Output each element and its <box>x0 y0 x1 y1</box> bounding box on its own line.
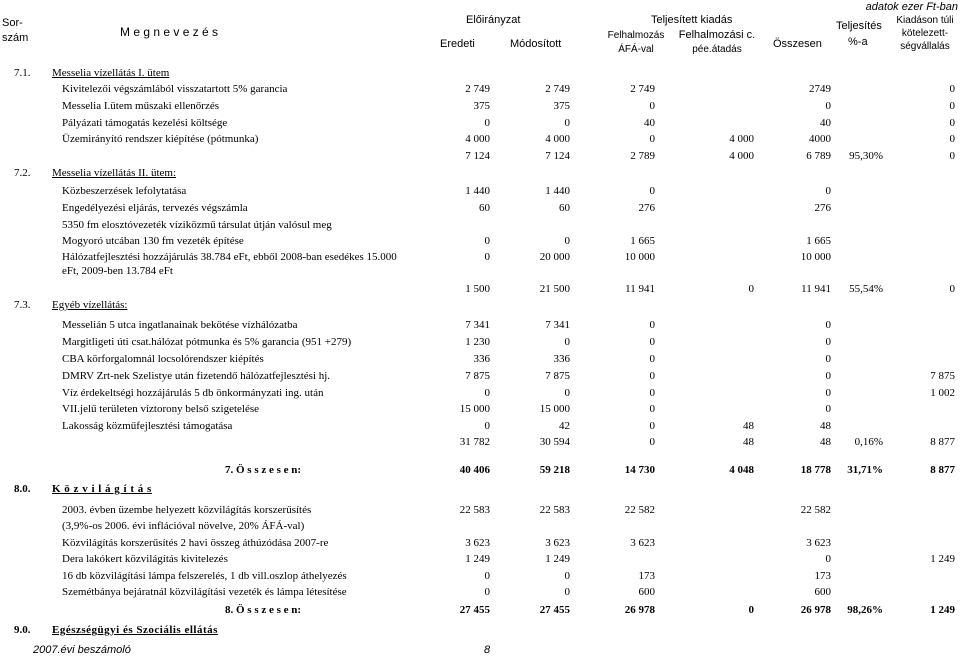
cell-col-5: 48 <box>820 420 831 432</box>
section-title: Messelia vízellátás I. ütem <box>52 67 170 79</box>
section-number: 7.1. <box>14 67 31 79</box>
cell-col-2: 15 000 <box>539 403 570 415</box>
cell-col-2: 20 000 <box>539 251 570 263</box>
cell-col-5: 11 941 <box>801 283 831 295</box>
cell-col-2: 7 875 <box>545 370 570 382</box>
row-label: Pályázati támogatás kezelési költsége <box>62 117 228 129</box>
cell-col-1: 1 500 <box>465 283 490 295</box>
cell-col-3: 0 <box>649 100 655 112</box>
cell-col-5: 0 <box>825 370 831 382</box>
header-eloiranyzat: Előirányzat <box>466 14 521 26</box>
cell-col-5: 600 <box>814 586 831 598</box>
cell-col-1: 0 <box>484 586 490 598</box>
section-title: Messelia vízellátás II. ütem: <box>52 167 177 179</box>
header-sorszam-2: szám <box>2 32 29 44</box>
row-label: VII.jelű területen víztorony belső szigetelése <box>62 403 260 415</box>
total-label: 7. Ö s s z e s e n: <box>225 464 302 476</box>
cell-col-5: 276 <box>814 202 831 214</box>
cell-col-1: 0 <box>484 570 490 582</box>
cell-col-3: 600 <box>638 586 655 598</box>
cell-col-3: 2 789 <box>630 150 655 162</box>
header-eredeti: Eredeti <box>440 38 475 50</box>
cell-col-1: 7 875 <box>465 370 490 382</box>
cell-col-5: 1 665 <box>806 235 831 247</box>
section-title: K ö z v i l á g í t á s <box>52 483 152 495</box>
row-label: 2003. évben üzembe helyezett közvilágítás korszerűsítés <box>62 504 312 516</box>
total-label: 8. Ö s s z e s e n: <box>225 604 302 616</box>
header-teljesitett-kiadas: Teljesített kiadás <box>651 14 733 26</box>
cell-col-2: 3 623 <box>545 537 570 549</box>
row-label: Kivitelezői végszámlából visszatartott 5% garancia <box>62 83 288 95</box>
cell-col-1: 375 <box>473 100 490 112</box>
cell-col-2: 27 455 <box>539 604 570 616</box>
cell-col-3: 14 730 <box>624 464 655 476</box>
cell-col-1: 22 583 <box>459 504 490 516</box>
cell-col-1: 336 <box>473 353 490 365</box>
cell-col-1: 40 406 <box>459 464 490 476</box>
cell-col-7: 1 002 <box>930 387 955 399</box>
cell-col-5: 22 582 <box>800 504 831 516</box>
cell-col-2: 22 583 <box>539 504 570 516</box>
cell-col-4: 4 000 <box>729 133 754 145</box>
cell-col-7: 0 <box>949 133 955 145</box>
header-modositott: Módosított <box>510 38 562 50</box>
cell-col-2: 42 <box>559 420 570 432</box>
header-kiadason-tuli-2: kötelezett- <box>901 28 949 39</box>
cell-col-4: 4 000 <box>729 150 754 162</box>
cell-col-1: 1 230 <box>465 336 490 348</box>
cell-col-4: 0 <box>748 283 754 295</box>
cell-col-5: 0 <box>825 185 831 197</box>
section-title: Egyéb vízellátás: <box>52 299 128 311</box>
section-number: 8.0. <box>14 483 31 495</box>
cell-col-3: 0 <box>649 319 655 331</box>
cell-col-7: 1 249 <box>930 604 955 616</box>
footer-report-title: 2007.évi beszámoló <box>33 644 131 656</box>
row-label: Engedélyezési eljárás, tervezés végszámla <box>62 202 248 214</box>
cell-col-2: 1 249 <box>545 553 570 565</box>
cell-col-1: 0 <box>484 117 490 129</box>
cell-col-1: 1 249 <box>465 553 490 565</box>
cell-col-3: 0 <box>649 420 655 432</box>
cell-col-2: 375 <box>553 100 570 112</box>
header-teljesites-2: %-a <box>848 36 868 48</box>
header-felhalmozasi-c-2: pée.átadás <box>692 44 742 55</box>
cell-col-3: 26 978 <box>624 604 655 616</box>
cell-col-7: 1 249 <box>930 553 955 565</box>
header-sorszam-1: Sor- <box>2 17 23 29</box>
cell-col-6: 55,54% <box>849 283 883 295</box>
row-label: Közbeszerzések lefolytatása <box>62 185 187 197</box>
cell-col-2: 0 <box>564 336 570 348</box>
cell-col-1: 2 749 <box>465 83 490 95</box>
cell-col-4: 0 <box>748 604 754 616</box>
footer-page-number: 8 <box>484 644 491 656</box>
section-number: 7.2. <box>14 167 31 179</box>
cell-col-6: 0,16% <box>854 436 883 448</box>
cell-col-2: 7 124 <box>545 150 570 162</box>
cell-col-7: 0 <box>949 83 955 95</box>
cell-col-5: 0 <box>825 403 831 415</box>
cell-col-5: 2749 <box>809 83 831 95</box>
cell-col-5: 48 <box>820 436 831 448</box>
cell-col-2: 336 <box>553 353 570 365</box>
cell-col-1: 0 <box>484 420 490 432</box>
cell-col-1: 0 <box>484 251 490 263</box>
header-felhalmozasi-c-1: Felhalmozási c. <box>678 29 756 41</box>
cell-col-2: 2 749 <box>545 83 570 95</box>
cell-col-3: 1 665 <box>630 235 655 247</box>
cell-col-5: 0 <box>825 100 831 112</box>
row-label: 5350 fm elosztóvezeték víziközmű társulat útján valósul meg <box>62 219 332 231</box>
cell-col-3: 0 <box>649 436 655 448</box>
cell-col-2: 0 <box>564 117 570 129</box>
row-label: Közvilágítás korszerűsítés 2 havi összeg áthúzódása 2007-re <box>62 537 329 549</box>
cell-col-1: 3 623 <box>465 537 490 549</box>
row-label: 16 db közvilágítási lámpa felszerelés, 1 db vill.oszlop áthelyezés <box>62 570 347 582</box>
row-label: eFt, 2009-ben 13.784 eFt <box>62 265 173 277</box>
cell-col-5: 0 <box>825 336 831 348</box>
row-label: Dera lakókert közvilágítás kivitelezés <box>62 553 228 565</box>
row-label: CBA körforgalomnál locsolórendszer kiépítés <box>62 353 264 365</box>
cell-col-3: 2 749 <box>630 83 655 95</box>
section-number: 7.3. <box>14 299 31 311</box>
cell-col-2: 4 000 <box>545 133 570 145</box>
cell-col-1: 60 <box>479 202 490 214</box>
cell-col-5: 3 623 <box>806 537 831 549</box>
row-label: Lakosság közműfejlesztési támogatása <box>62 420 233 432</box>
cell-col-7: 0 <box>949 117 955 129</box>
cell-col-2: 30 594 <box>539 436 570 448</box>
header-felhalmozas-1: Felhalmozás <box>607 30 665 41</box>
cell-col-7: 8 877 <box>930 464 955 476</box>
cell-col-4: 4 048 <box>729 464 754 476</box>
cell-col-7: 0 <box>949 100 955 112</box>
cell-col-4: 48 <box>743 436 754 448</box>
cell-col-2: 21 500 <box>539 283 570 295</box>
cell-col-6: 98,26% <box>847 604 883 616</box>
cell-col-3: 0 <box>649 353 655 365</box>
header-felhalmozas-2: ÁFÁ-val <box>618 44 654 55</box>
cell-col-7: 7 875 <box>930 370 955 382</box>
cell-col-6: 95,30% <box>849 150 883 162</box>
cell-col-3: 10 000 <box>624 251 655 263</box>
cell-col-2: 0 <box>564 570 570 582</box>
row-label: Szemétbánya bejáratnál közvilágítási vezeték és lámpa létesítése <box>62 586 347 598</box>
cell-col-7: 8 877 <box>930 436 955 448</box>
section-number: 9.0. <box>14 624 31 636</box>
cell-col-1: 31 782 <box>459 436 490 448</box>
header-osszesen: Összesen <box>773 38 822 50</box>
cell-col-3: 3 623 <box>630 537 655 549</box>
cell-col-5: 18 778 <box>800 464 831 476</box>
cell-col-3: 0 <box>649 336 655 348</box>
cell-col-5: 0 <box>825 319 831 331</box>
cell-col-1: 4 000 <box>465 133 490 145</box>
cell-col-3: 276 <box>638 202 655 214</box>
cell-col-3: 173 <box>638 570 655 582</box>
header-kiadason-tuli-1: Kiadáson túli <box>896 15 954 26</box>
section-title: Egészségügyi és Szociális ellátás <box>52 624 218 636</box>
cell-col-1: 0 <box>484 387 490 399</box>
cell-col-3: 0 <box>649 370 655 382</box>
cell-col-1: 7 341 <box>465 319 490 331</box>
row-label: Margitligeti úti csat.hálózat pótmunka és 5% garancia (951 +279) <box>62 336 352 348</box>
cell-col-3: 11 941 <box>625 283 655 295</box>
cell-col-1: 7 124 <box>465 150 490 162</box>
cell-col-4: 48 <box>743 420 754 432</box>
header-megnevezes: M e g n e v e z é s <box>120 25 219 39</box>
cell-col-5: 173 <box>814 570 831 582</box>
cell-col-1: 27 455 <box>459 604 490 616</box>
cell-col-2: 60 <box>559 202 570 214</box>
cell-col-7: 0 <box>949 150 955 162</box>
cell-col-3: 40 <box>644 117 655 129</box>
cell-col-1: 0 <box>484 235 490 247</box>
cell-col-2: 7 341 <box>545 319 570 331</box>
cell-col-3: 22 582 <box>624 504 655 516</box>
cell-col-3: 0 <box>649 387 655 399</box>
cell-col-5: 4000 <box>809 133 831 145</box>
units-note: adatok ezer Ft-ban <box>865 1 958 13</box>
cell-col-2: 59 218 <box>539 464 570 476</box>
cell-col-7: 0 <box>949 283 955 295</box>
header-teljesites-1: Teljesítés <box>836 20 882 32</box>
cell-col-5: 10 000 <box>800 251 831 263</box>
cell-col-1: 1 440 <box>465 185 490 197</box>
cell-col-5: 26 978 <box>800 604 831 616</box>
cell-col-2: 0 <box>564 387 570 399</box>
cell-col-5: 0 <box>825 353 831 365</box>
cell-col-6: 31,71% <box>847 464 883 476</box>
cell-col-3: 0 <box>649 133 655 145</box>
cell-col-2: 0 <box>564 586 570 598</box>
row-label: Mogyoró utcában 130 fm vezeték építése <box>62 235 244 247</box>
cell-col-1: 15 000 <box>459 403 490 415</box>
header-kiadason-tuli-3: ségvállalás <box>900 41 950 52</box>
row-label: Messelia I.ütem műszaki ellenőrzés <box>62 100 220 112</box>
cell-col-2: 1 440 <box>545 185 570 197</box>
cell-col-5: 6 789 <box>806 150 831 162</box>
row-label: Hálózatfejlesztési hozzájárulás 38.784 eFt, ebből 2008-ban esedékes 15.000 <box>62 251 397 263</box>
row-label: Messelián 5 utca ingatlanainak bekötése vízhálózatba <box>62 319 298 331</box>
cell-col-5: 0 <box>825 553 831 565</box>
cell-col-3: 0 <box>649 185 655 197</box>
row-label: DMRV Zrt-nek Szelistye után fizetendő hálózatfejlesztési hj. <box>62 370 331 382</box>
cell-col-2: 0 <box>564 235 570 247</box>
row-label: Víz érdekeltségi hozzájárulás 5 db önkormányzati ing. után <box>62 387 324 399</box>
row-label: Üzemirányító rendszer kiépítése (pótmunka) <box>62 133 259 145</box>
cell-col-5: 0 <box>825 387 831 399</box>
cell-col-5: 40 <box>820 117 831 129</box>
row-label: (3,9%-os 2006. évi inflációval növelve, 20% ÁFÁ-val) <box>62 520 305 532</box>
cell-col-3: 0 <box>649 403 655 415</box>
